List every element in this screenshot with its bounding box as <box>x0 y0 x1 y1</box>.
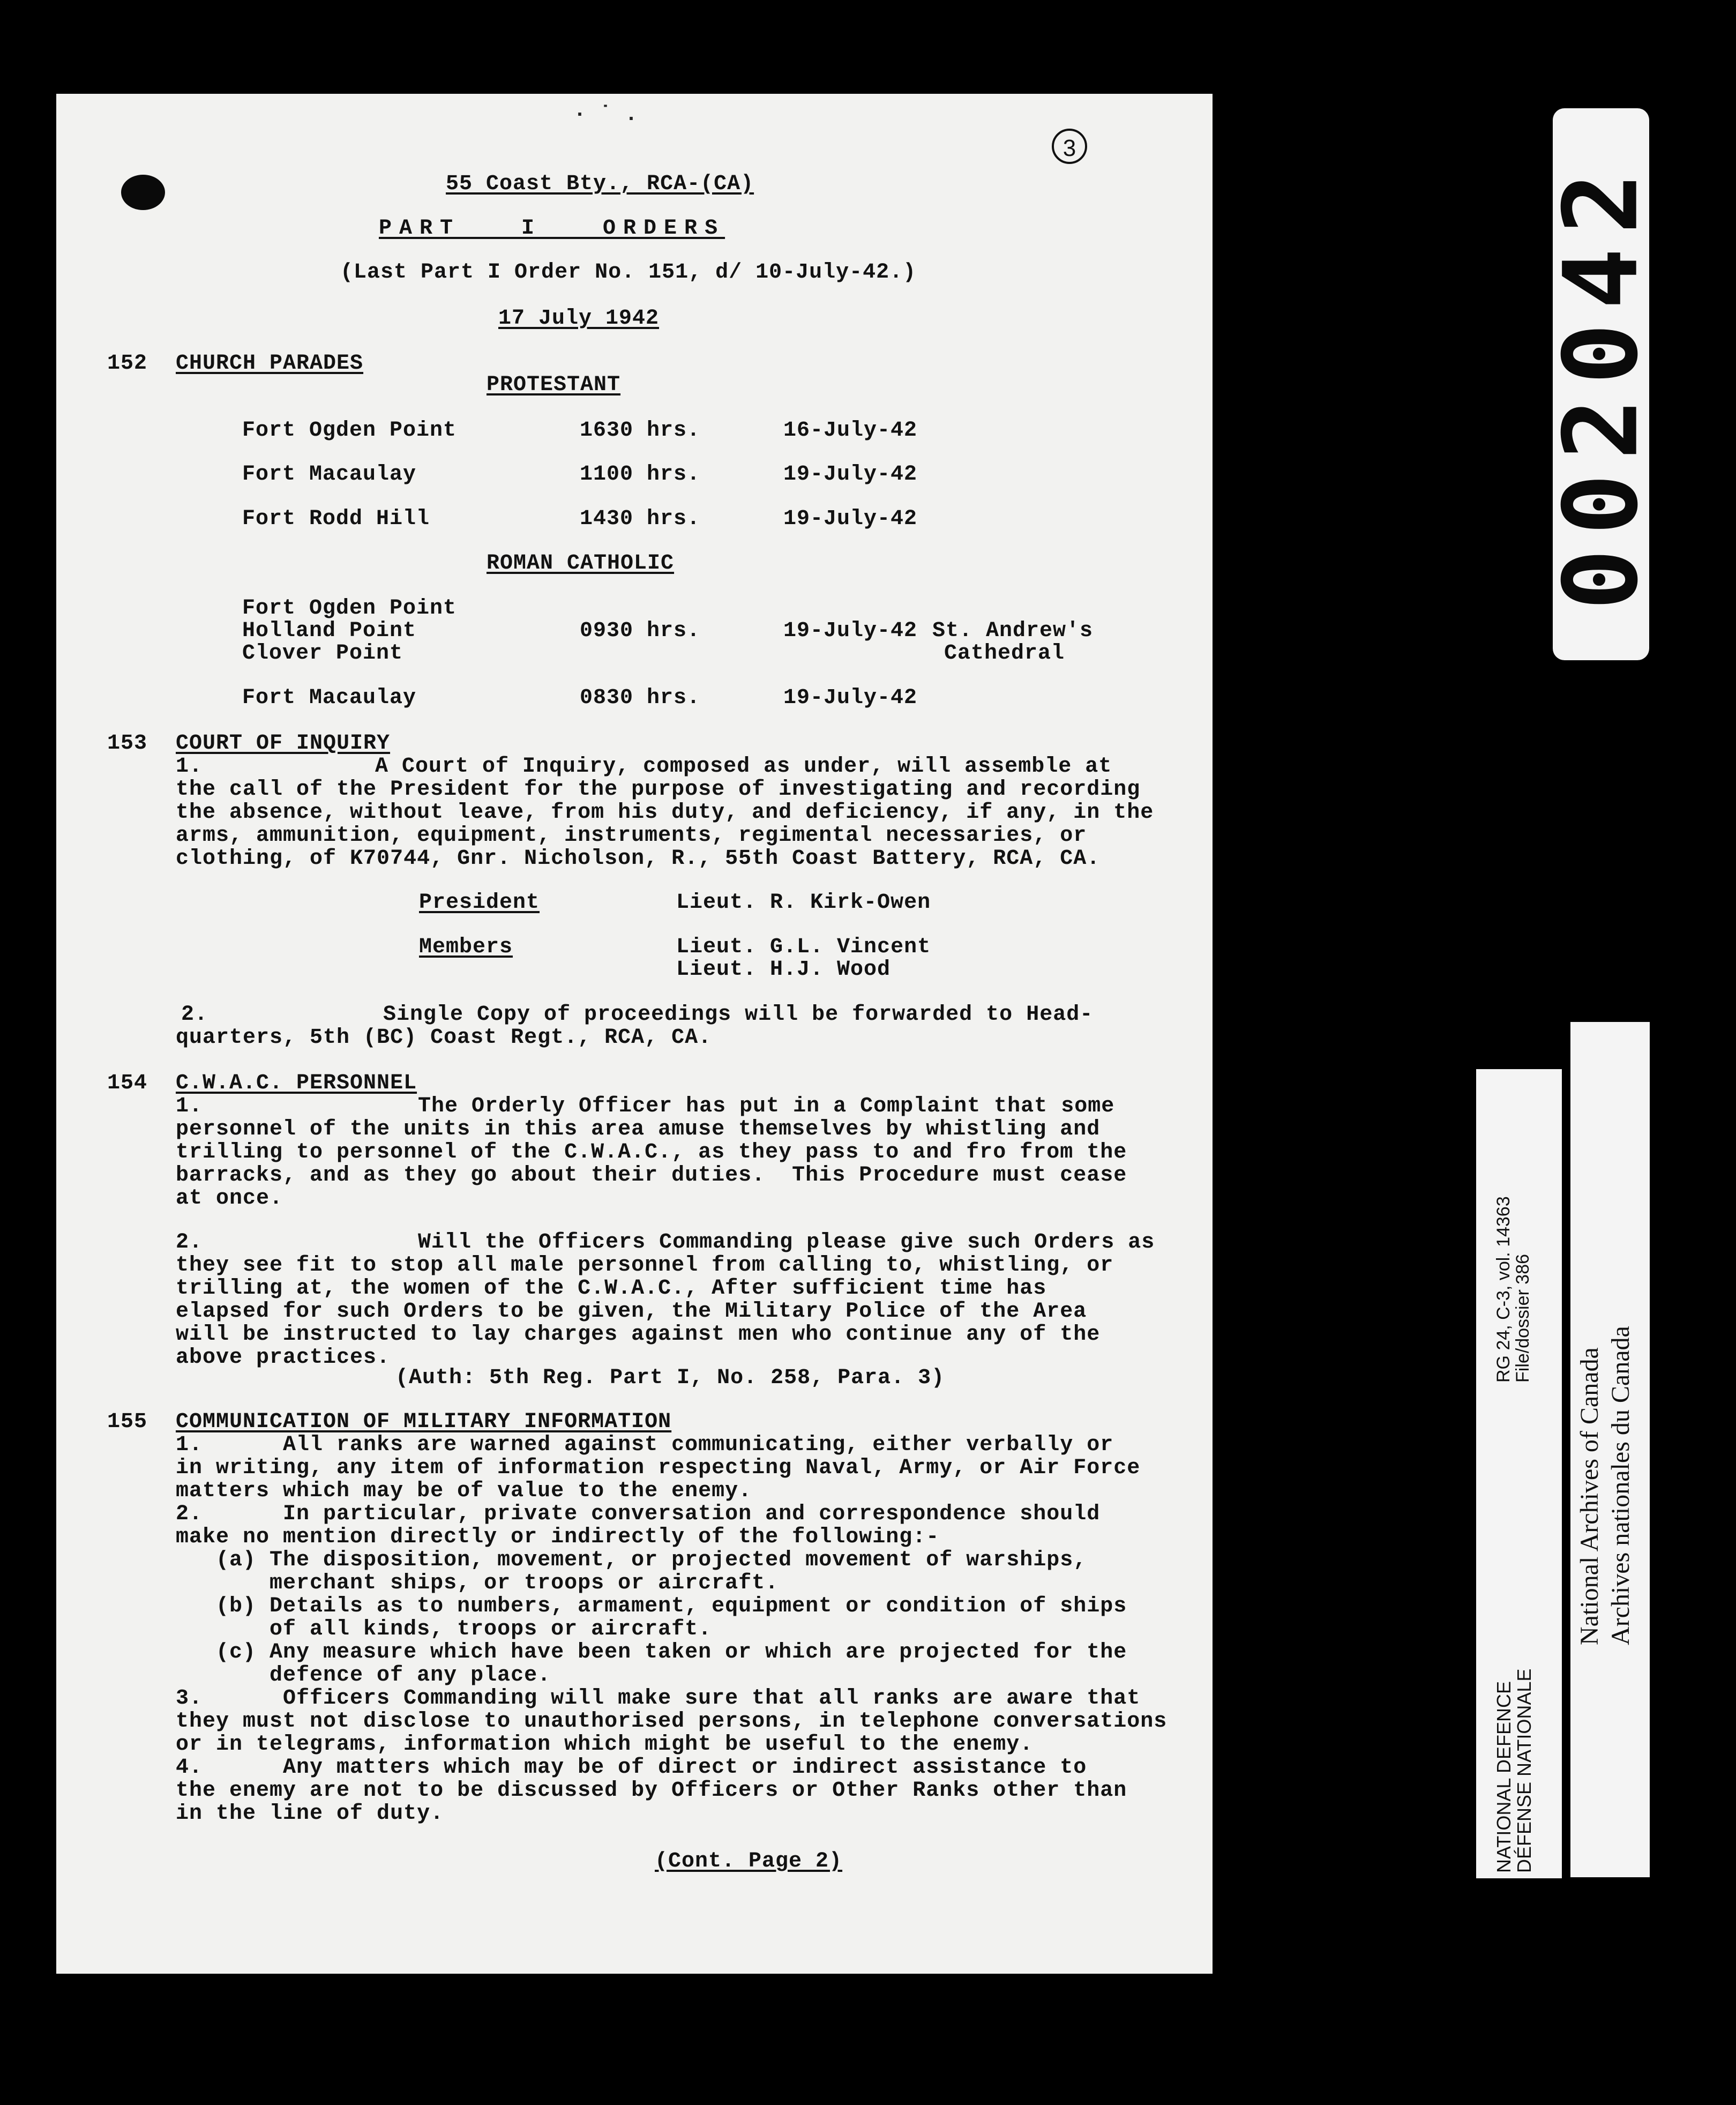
members-label: Members <box>419 935 513 959</box>
order-number: 152 <box>107 352 148 376</box>
paragraph-line: of all kinds, troops or aircraft. <box>176 1617 712 1641</box>
paragraph-line: trilling at, the women of the C.W.A.C., After sufficient time has <box>176 1277 1047 1301</box>
paragraph-line: trilling to personnel of the C.W.A.C., as they pass to and fro from the <box>176 1140 1127 1165</box>
paragraph-line: (b) Details as to numbers, armament, equipment or condition of ships <box>176 1594 1127 1618</box>
president-name: Lieut. R. Kirk-Owen <box>676 891 931 915</box>
paragraph-line: the enemy are not to be discussed by Officers or Other Ranks other than <box>176 1779 1127 1803</box>
last-order-reference: (Last Part I Order No. 151, d/ 10-July-42.) <box>340 260 917 285</box>
ink-blot <box>121 175 165 210</box>
order-date: 17 July 1942 <box>498 307 660 331</box>
paragraph-line: 1. All ranks are warned against communicating, either verbally or <box>176 1433 1114 1457</box>
paragraph-line: will be instructed to lay charges against men who continue any of the <box>176 1323 1101 1347</box>
parade-date: 19-July-42 <box>783 619 918 643</box>
paragraph-line: clothing, of K70744, Gnr. Nicholson, R., 55th Coast Battery, RCA, CA. <box>176 847 1101 871</box>
subheading-roman-catholic: ROMAN CATHOLIC <box>487 551 675 576</box>
parade-location: St. Andrew's <box>932 619 1094 643</box>
parade-time: 1100 hrs. <box>580 462 701 487</box>
parade-place: Fort Rodd Hill <box>242 507 430 531</box>
paragraph-line: in writing, any item of information respecting Naval, Army, or Air Force <box>176 1456 1141 1480</box>
order-heading: C.W.A.C. PERSONNEL <box>176 1071 417 1095</box>
paragraph-line: Will the Officers Commanding please give such Orders as <box>418 1230 1155 1255</box>
parade-time: 1430 hrs. <box>580 507 701 531</box>
paragraph-marker: 1. <box>176 1094 203 1118</box>
paragraph-line: the absence, without leave, from his duty, and deficiency, if any, in the <box>176 801 1154 825</box>
department-label: NATIONAL DEFENCE DÉFENSE NATIONALE <box>1493 1668 1535 1873</box>
parade-place: Fort Macaulay <box>242 686 417 710</box>
paragraph-line: they see fit to stop all male personnel from calling to, whistling, or <box>176 1253 1114 1278</box>
parade-place: Fort Ogden Point <box>242 596 457 621</box>
archive-reference: RG 24, C-3, vol. 14363 File/dossier 386 <box>1493 1196 1533 1383</box>
paragraph-line: they must not disclose to unauthorised persons, in telephone conversations <box>176 1710 1168 1734</box>
paragraph-line: (a) The disposition, movement, or projected movement of warships, <box>176 1548 1087 1572</box>
order-heading: COMMUNICATION OF MILITARY INFORMATION <box>176 1410 672 1434</box>
paragraph-line: arms, ammunition, equipment, instruments, regimental necessaries, or <box>176 824 1087 848</box>
order-heading: COURT OF INQUIRY <box>176 731 391 756</box>
order-number: 153 <box>107 731 148 756</box>
paragraph-line: make no mention directly or indirectly of the following:- <box>176 1525 940 1549</box>
paragraph-line: in the line of duty. <box>176 1802 444 1826</box>
archive-name: National Archives of Canada Archives nationales du Canada <box>1575 1326 1635 1645</box>
parade-time: 0830 hrs. <box>580 686 701 710</box>
paragraph-line: above practices. <box>176 1346 391 1370</box>
paragraph-line: barracks, and as they go about their duties. This Procedure must cease <box>176 1163 1127 1188</box>
parade-place: Holland Point <box>242 619 417 643</box>
parade-place: Fort Macaulay <box>242 462 417 487</box>
paragraph-line: matters which may be of value to the enemy. <box>176 1479 752 1503</box>
paragraph-line: merchant ships, or troops or aircraft. <box>176 1571 779 1595</box>
paragraph-line: 4. Any matters which may be of direct or indirect assistance to <box>176 1756 1087 1780</box>
paragraph-line: (c) Any measure which have been taken or which are projected for the <box>176 1640 1127 1664</box>
paragraph-line: at once. <box>176 1186 283 1211</box>
parade-date: 19-July-42 <box>783 686 918 710</box>
parade-date: 19-July-42 <box>783 507 918 531</box>
authority-reference: (Auth: 5th Reg. Part I, No. 258, Para. 3) <box>395 1366 945 1390</box>
paragraph-line: or in telegrams, information which might be useful to the enemy. <box>176 1733 1034 1757</box>
parade-time: 0930 hrs. <box>580 619 701 643</box>
paragraph-line: the call of the President for the purpose of investigating and recording <box>176 778 1141 802</box>
order-number: 155 <box>107 1410 148 1434</box>
paragraph-line: A Court of Inquiry, composed as under, will assemble at <box>375 755 1112 779</box>
page-number-mark: 3 <box>1052 129 1087 164</box>
orders-title: PART I ORDERS <box>379 217 725 241</box>
member-name: Lieut. G.L. Vincent <box>676 935 931 959</box>
paper-speckle: · ˙ . <box>573 103 638 127</box>
continuation-note: (Cont. Page 2) <box>655 1849 843 1873</box>
paragraph-line: Single Copy of proceedings will be forwarded to Head- <box>383 1003 1094 1027</box>
paragraph-marker: 2. <box>181 1003 208 1027</box>
paragraph-marker: 2. <box>176 1230 203 1255</box>
paragraph-line: The Orderly Officer has put in a Complaint that some <box>418 1094 1115 1118</box>
subheading-protestant: PROTESTANT <box>487 373 621 397</box>
unit-heading: 55 Coast Bty., RCA-(CA) <box>446 172 754 196</box>
paragraph-line: personnel of the units in this area amuse themselves by whistling and <box>176 1117 1101 1141</box>
member-name: Lieut. H.J. Wood <box>676 958 891 982</box>
archive-stamp-number: 002042 <box>1542 158 1660 610</box>
president-label: President <box>419 891 540 915</box>
paragraph-line: elapsed for such Orders to be given, the Military Police of the Area <box>176 1300 1087 1324</box>
parade-date: 19-July-42 <box>783 462 918 487</box>
order-number: 154 <box>107 1071 148 1095</box>
parade-place: Clover Point <box>242 641 403 666</box>
paragraph-line: 2. In particular, private conversation and correspondence should <box>176 1502 1101 1526</box>
paragraph-marker: 1. <box>176 755 203 779</box>
parade-time: 1630 hrs. <box>580 419 701 443</box>
paragraph-line: 3. Officers Commanding will make sure that all ranks are aware that <box>176 1686 1141 1711</box>
order-heading: CHURCH PARADES <box>176 352 364 376</box>
paragraph-line: defence of any place. <box>176 1663 551 1688</box>
parade-date: 16-July-42 <box>783 419 918 443</box>
parade-place: Fort Ogden Point <box>242 419 457 443</box>
parade-location: Cathedral <box>944 641 1065 666</box>
paragraph-line: quarters, 5th (BC) Coast Regt., RCA, CA. <box>176 1026 712 1050</box>
